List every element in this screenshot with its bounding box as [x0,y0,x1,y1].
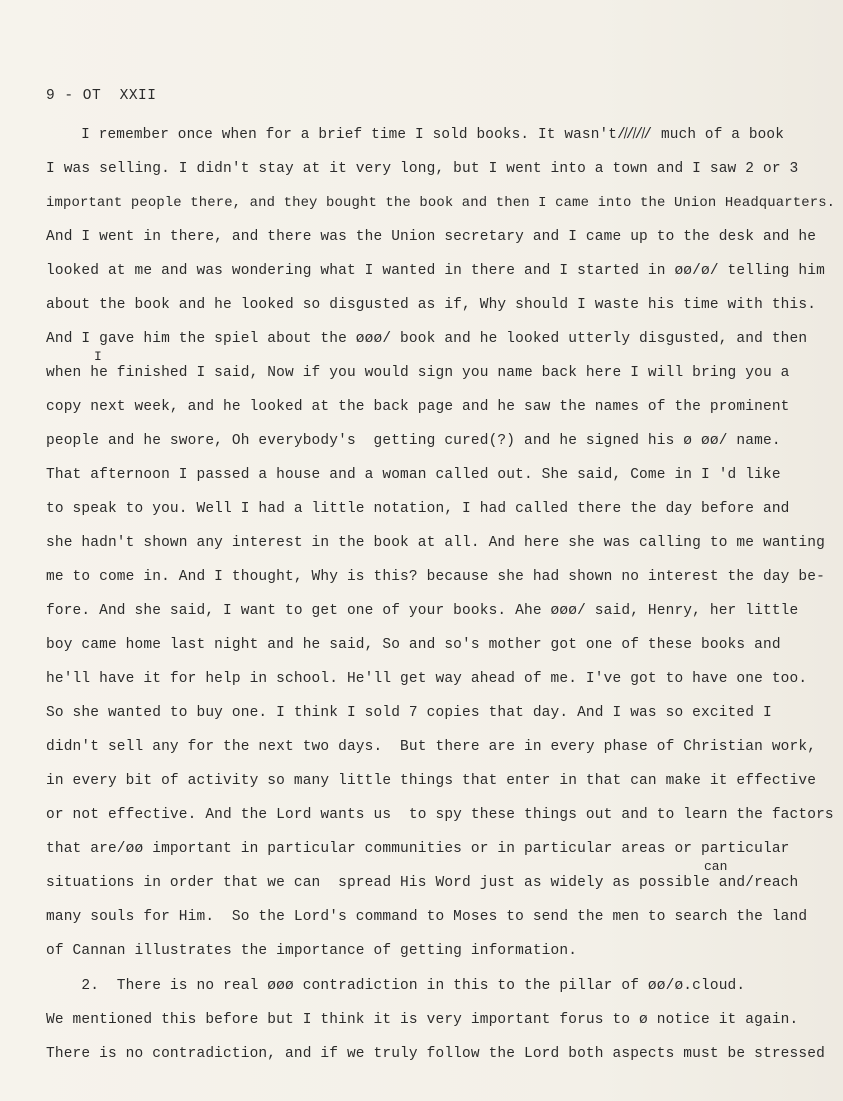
text-line: people and he swore, Oh everybody's getting cured(?) and he signed his ø øø/ name. [46,433,781,449]
text-line: didn't sell any for the next two days. But there are in every phase of Christian work, [46,739,817,755]
text-line: 2. There is no real øøø contradiction in this to the pillar of øø/ø.cloud. [46,978,746,994]
text-line: And I went in there, and there was the Union secretary and I came up to the desk and he [46,229,817,245]
text-line: she hadn't shown any interest in the book at all. And here she was calling to me wanting [46,535,825,551]
text-line: he'll have it for help in school. He'll get way ahead of me. I've got to have one too. [46,671,808,687]
text-line: of Cannan illustrates the importance of getting information. [46,943,578,959]
text-line: I remember once when for a brief time I sold books. It wasn't/̸/̸/̸/ much of a book [46,127,785,143]
text-line: to speak to you. Well I had a little notation, I had called there the day before and [46,501,790,517]
text-line: in every bit of activity so many little things that enter in that can make it effective [46,773,817,789]
text-line: that are/øø important in particular communities or in particular areas or particular [46,841,790,857]
text-line: That afternoon I passed a house and a woman called out. She said, Come in I 'd like [46,467,781,483]
typed-insertion-can: can [704,859,728,874]
text-line: many souls for Him. So the Lord's command to Moses to send the men to search the land [46,909,808,925]
text-line: important people there, and they bought the book and then I came into the Union Headquarters. [46,195,836,211]
text-line: I was selling. I didn't stay at it very long, but I went into a town and I saw 2 or 3 [46,161,799,177]
handwritten-insertion-i: I [94,349,102,364]
text-line: looked at me and was wondering what I wanted in there and I started in øø/ø/ telling him [46,263,825,279]
page-header: 9 - OT XXII [46,88,157,104]
text-line: And I gave him the spiel about the øøø/ book and he looked utterly disgusted, and then [46,331,808,347]
text-line: We mentioned this before but I think it is very important forus to ø notice it again. [46,1012,799,1028]
text-line: copy next week, and he looked at the back page and he saw the names of the prominent [46,399,790,415]
text-line: or not effective. And the Lord wants us to spy these things out and to learn the factors [46,807,834,823]
text-line: about the book and he looked so disgusted as if, Why should I waste his time with this. [46,297,817,313]
text-line: situations in order that we can spread His Word just as widely as possible and/reach [46,875,799,891]
text-line: boy came home last night and he said, So and so's mother got one of these books and [46,637,781,653]
text-line: when he finished I said, Now if you would sign you name back here I will bring you a [46,365,790,381]
text-line: fore. And she said, I want to get one of your books. Ahe øøø/ said, Henry, her little [46,603,799,619]
text-line: There is no contradiction, and if we truly follow the Lord both aspects must be stressed [46,1046,825,1062]
text-line: me to come in. And I thought, Why is this? because she had shown no interest the day be- [46,569,825,585]
text-line: So she wanted to buy one. I think I sold 7 copies that day. And I was so excited I [46,705,772,721]
